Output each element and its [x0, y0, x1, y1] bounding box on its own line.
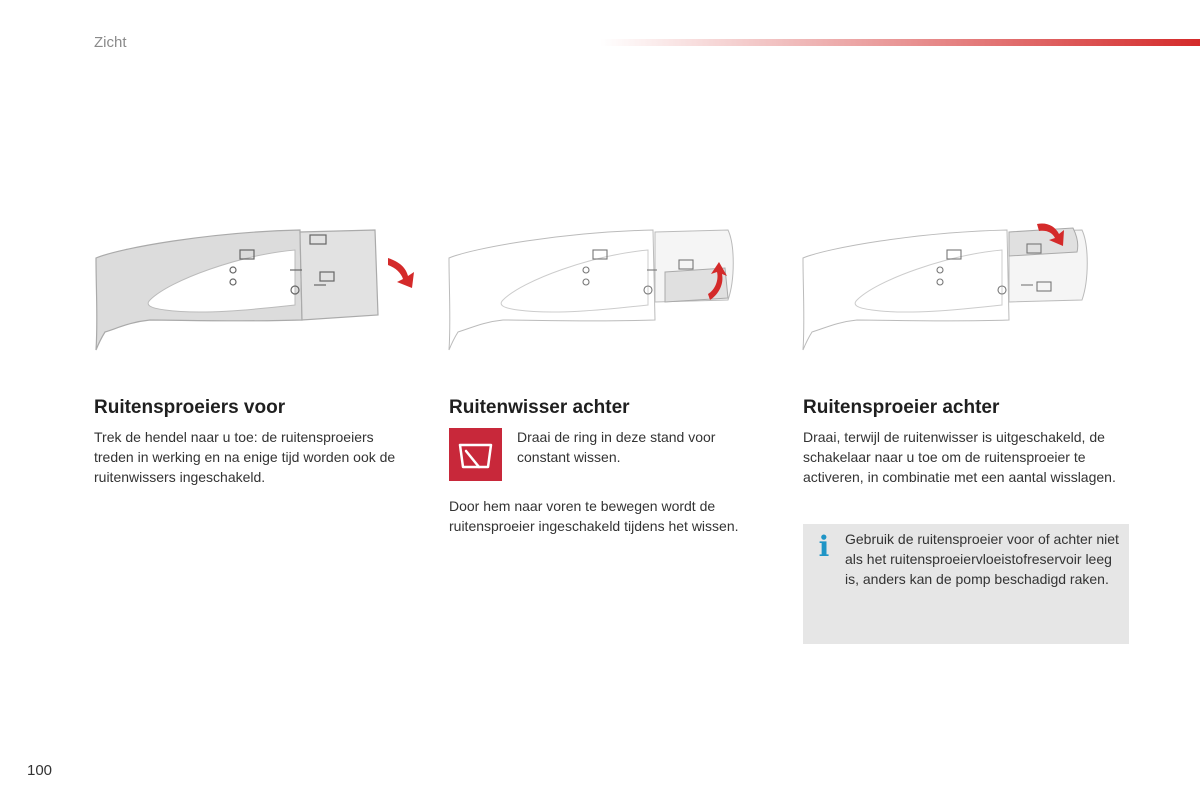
rear-wiper-icon-text: Draai de ring in deze stand voor constant wissen.: [517, 429, 716, 465]
page-number: 100: [27, 762, 53, 779]
rear-wiper-ring-illustration: [443, 210, 783, 360]
rear-washer-ring-illustration: [797, 210, 1137, 360]
rear-wiper-icon: [449, 428, 502, 481]
column-text-front-washers: Trek de hendel naar u toe: de ruitensproeiers treden in werking en na enige tijd worden ook de ruitenwissers ingeschakeld.: [94, 429, 396, 485]
column-text-rear-wiper: Door hem naar voren te bewegen wordt de ruitensproeier ingeschakeld tijdens het wissen.: [449, 498, 739, 534]
column-title-front-washers: Ruitensproeiers voor: [94, 397, 286, 418]
section-title: Zicht: [94, 34, 127, 51]
column-title-rear-washer: Ruitensproeier achter: [803, 397, 1000, 418]
info-note-text: Gebruik de ruitensproeier voor of achter niet als het ruitensproeiervloeistofreservoir leeg is, anders kan de pomp beschadigd raken.: [845, 531, 1119, 587]
info-icon: i: [818, 530, 830, 563]
header-accent-bar: [600, 39, 1200, 46]
column-text-rear-washer: Draai, terwijl de ruitenwisser is uitgeschakeld, de schakelaar naar u toe om de ruitensproeier te activeren, in combinatie met een aantal wisslagen.: [803, 429, 1116, 485]
column-title-rear-wiper: Ruitenwisser achter: [449, 397, 630, 418]
wiper-stalk-pull-illustration: [90, 210, 430, 360]
